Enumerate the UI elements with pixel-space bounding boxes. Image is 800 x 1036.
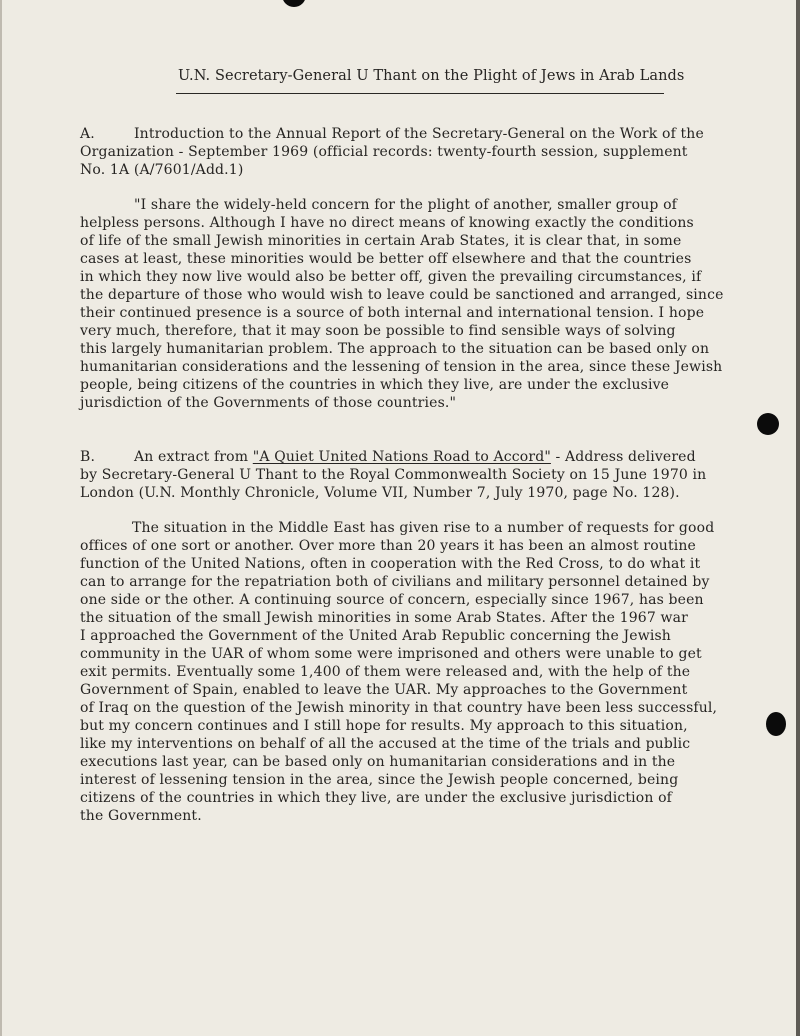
section-a-label: A.: [80, 126, 95, 142]
punch-hole-middle: [757, 413, 779, 435]
body-line: interest of lessening tension in the area, since the Jewish people concerned, being: [80, 772, 679, 788]
section-b-heading-line-1: B. An extract from "A Quiet United Nations Road to Accord" - Address delivered: [80, 449, 696, 465]
quote-line: jurisdiction of the Governments of those countries.": [80, 395, 457, 411]
body-line: Government of Spain, enabled to leave the UAR. My approaches to the Government: [80, 682, 688, 698]
body-line: offices of one sort or another. Over more than 20 years it has been an almost routine: [80, 538, 696, 554]
quote-line: people, being citizens of the countries in which they live, are under the exclusive: [80, 377, 670, 393]
quote-line: the departure of those who would wish to leave could be sanctioned and arranged, since: [80, 287, 724, 303]
body-line: like my interventions on behalf of all the accused at the time of the trials and public: [80, 736, 691, 752]
body-line: of Iraq on the question of the Jewish minority in that country have been less successful,: [80, 700, 718, 716]
body-line: community in the UAR of whom some were imprisoned and others were unable to get: [80, 646, 702, 662]
page-title: U.N. Secretary-General U Thant on the Plight of Jews in Arab Lands: [178, 68, 685, 84]
scan-edge-right: [796, 0, 800, 1036]
quote-line: cases at least, these minorities would be better off elsewhere and that the countries: [80, 251, 692, 267]
quote-line: humanitarian considerations and the lessening of tension in the area, since these Jewish: [80, 359, 723, 375]
quote-line: of life of the small Jewish minorities in certain Arab States, it is clear that, in some: [80, 233, 682, 249]
title-underline: [176, 93, 664, 94]
section-b-label: B.: [80, 449, 96, 465]
quote-line: "I share the widely-held concern for the plight of another, smaller group of: [134, 197, 678, 213]
body-line: one side or the other. A continuing source of concern, especially since 1967, has been: [80, 592, 704, 608]
punch-hole-lower: [766, 712, 786, 736]
punch-hole-top: [282, 0, 306, 7]
section-a-heading-line-1: A. Introduction to the Annual Report of the Secretary-General on the Work of the: [80, 126, 704, 142]
quote-line: this largely humanitarian problem. The approach to the situation can be based only on: [80, 341, 710, 357]
section-a-heading-line-3: No. 1A (A/7601/Add.1): [80, 162, 244, 178]
section-a-heading: [80, 125, 710, 179]
section-b-body: [80, 519, 718, 825]
body-line: can to arrange for the repatriation both of civilians and military personnel detained by: [80, 574, 710, 590]
quote-line: helpless persons. Although I have no direct means of knowing exactly the conditions: [80, 215, 694, 231]
quote-line: in which they now live would also be better off, given the prevailing circumstances, if: [80, 269, 702, 285]
quote-line: very much, therefore, that it may soon be possible to find sensible ways of solving: [80, 323, 676, 339]
body-line: executions last year, can be based only on humanitarian considerations and in the: [80, 754, 676, 770]
scan-edge-left: [0, 0, 2, 1036]
body-line: The situation in the Middle East has given rise to a number of requests for good: [132, 520, 715, 536]
body-line: citizens of the countries in which they live, are under the exclusive jurisdiction of: [80, 790, 673, 806]
body-line: but my concern continues and I still hope for results. My approach to this situation,: [80, 718, 688, 734]
body-line: exit permits. Eventually some 1,400 of them were released and, with the help of the: [80, 664, 691, 680]
address-title: "A Quiet United Nations Road to Accord": [252, 449, 551, 465]
body-line: the Government.: [80, 808, 202, 824]
body-line: the situation of the small Jewish minorities in some Arab States. After the 1967 war: [80, 610, 688, 626]
section-b-heading: [80, 448, 710, 502]
section-a-heading-line-2: Organization - September 1969 (official records: twenty-fourth session, supplement: [80, 144, 688, 160]
section-b-heading-line-2: by Secretary-General U Thant to the Royal Commonwealth Society on 15 June 1970 in: [80, 467, 707, 483]
body-line: function of the United Nations, often in cooperation with the Red Cross, to do what it: [80, 556, 701, 572]
section-b-heading-line-3: London (U.N. Monthly Chronicle, Volume VII, Number 7, July 1970, page No. 128).: [80, 485, 680, 501]
section-a-quote: [80, 196, 724, 412]
quote-line: their continued presence is a source of both internal and international tension. I hope: [80, 305, 705, 321]
body-line: I approached the Government of the United Arab Republic concerning the Jewish: [80, 628, 671, 644]
